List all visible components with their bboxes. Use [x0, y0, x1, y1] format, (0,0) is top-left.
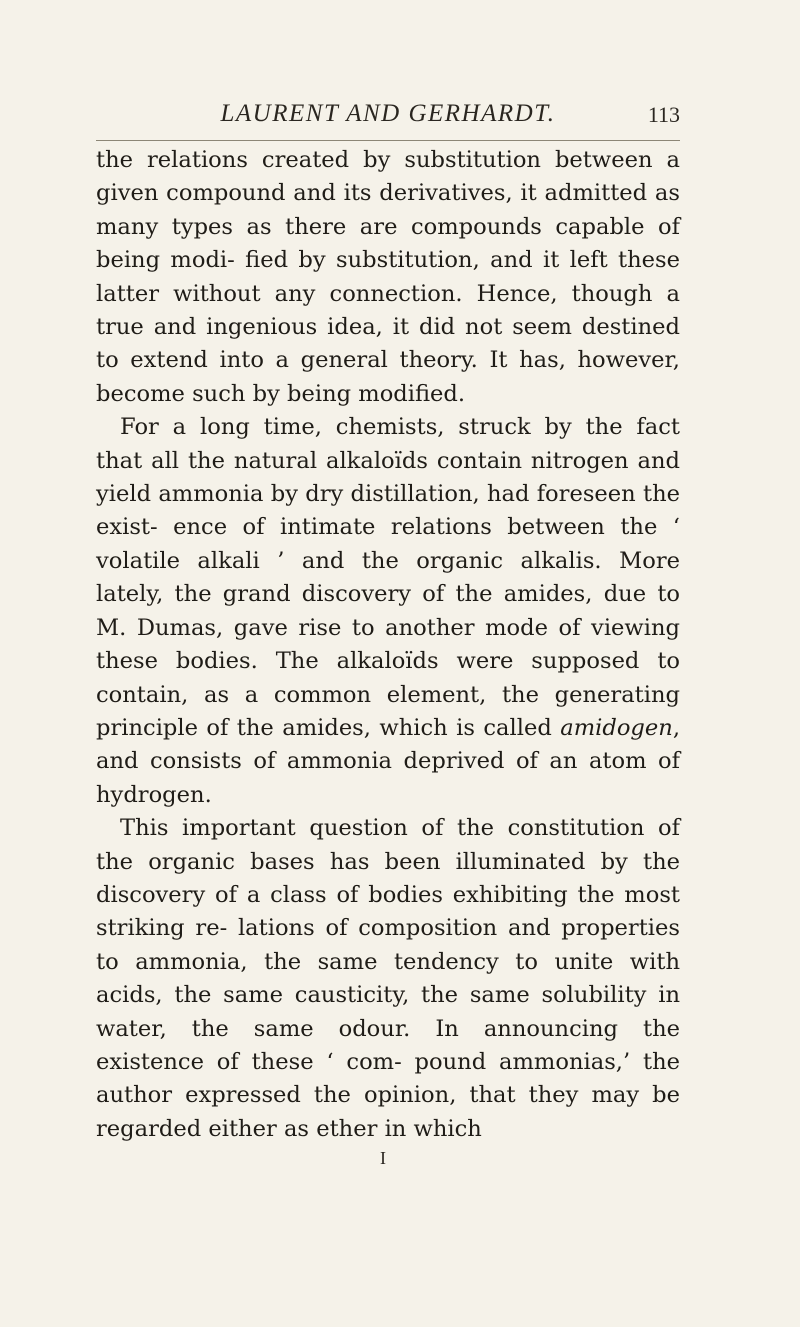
paragraph-3-text: This important question of the constitution of the organic bases has been illuminated by the discovery of a class of bodies exhibiting the most striking re- lations of composition and properties to ammonia, the same tendency to unite with acids, the same causticity, the same solubility in water, the same odour. In announcing the existence of these ‘ com- pound ammonias,’ the author expressed the opinion, that they may be regarded either as ether in which: [96, 815, 680, 1142]
paragraph-2: [96, 411, 680, 812]
running-title: LAURENT AND GERHARDT.: [220, 100, 556, 127]
paragraph-2-text-end: , and consists of ammonia deprived of an atom of hydrogen.: [96, 714, 680, 808]
signature-mark: I: [380, 1148, 386, 1168]
header-rule: [96, 140, 680, 141]
body-text: [96, 144, 680, 1146]
paragraph-2-text: For a long time, chemists, struck by the fact that all the natural alkaloïds contain nitrogen and yield ammonia by dry distillation, had foreseen the exist- ence of intimate relations between the ‘ volatile alkali ’ and the organic alkalis. More lately, the grand discovery of the amides, due to M. Dumas, gave rise to another mode of viewing these bodies. The alkaloïds were supposed to contain, as a common element, the generating principle of the amides, which is called: [96, 414, 680, 741]
running-head: [96, 100, 680, 132]
page-number: 113: [647, 102, 680, 127]
amidogen-term: amidogen: [560, 714, 673, 741]
paragraph-3: [96, 812, 680, 1146]
paragraph-1: [96, 144, 680, 411]
paragraph-1-text: the relations created by substitution between a given compound and its derivatives, it admitted as many types as there are compounds capable of being modi- fied by substitution, and it left these latter without any connection. Hence, though a true and ingenious idea, it did not seem destined to extend into a general theory. It has, however, become such by being modified.: [96, 147, 680, 407]
